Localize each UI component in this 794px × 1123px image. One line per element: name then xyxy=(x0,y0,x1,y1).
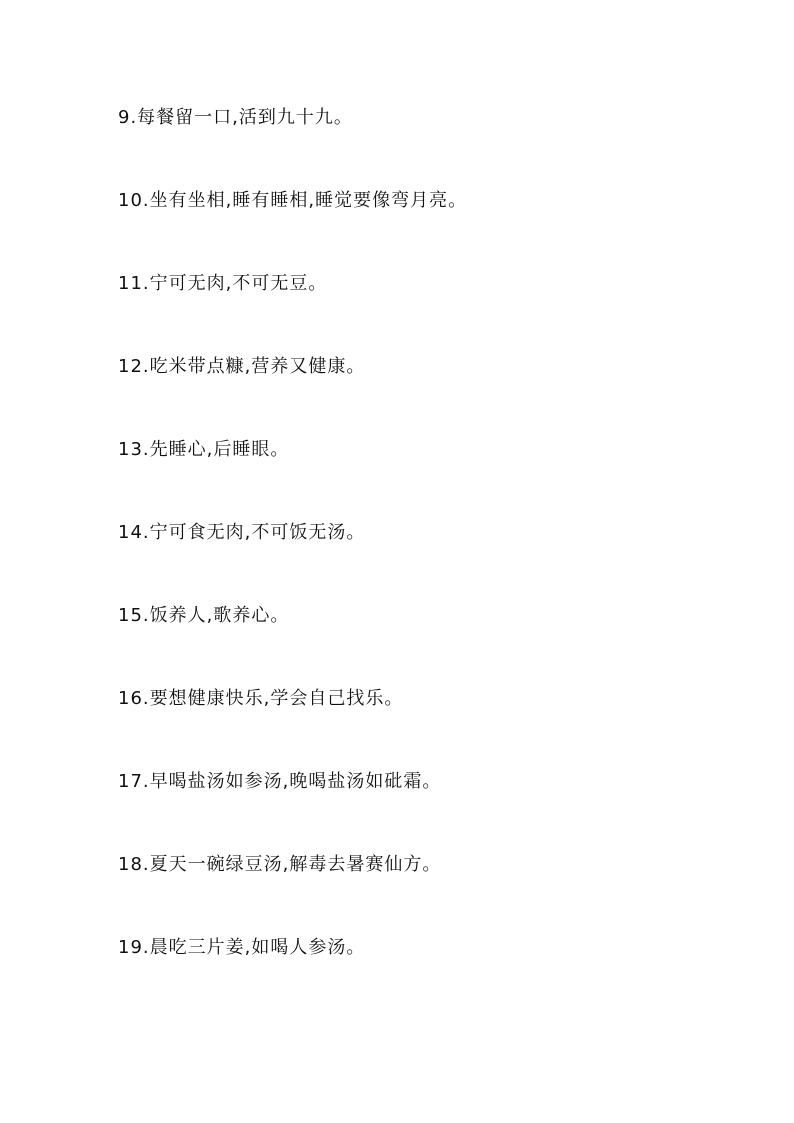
list-item: 14.宁可食无肉,不可饭无汤。 xyxy=(118,522,366,543)
list-item: 10.坐有坐相,睡有睡相,睡觉要像弯月亮。 xyxy=(118,190,468,211)
list-item: 17.早喝盐汤如参汤,晚喝盐汤如砒霜。 xyxy=(118,771,442,792)
list-item: 12.吃米带点糠,营养又健康。 xyxy=(118,356,366,377)
list-item: 15.饭养人,歌养心。 xyxy=(118,605,290,626)
list-item: 19.晨吃三片姜,如喝人参汤。 xyxy=(118,937,366,958)
list-item: 16.要想健康快乐,学会自己找乐。 xyxy=(118,688,404,709)
list-item: 13.先睡心,后睡眼。 xyxy=(118,439,290,460)
list-item: 11.宁可无肉,不可无豆。 xyxy=(118,273,328,294)
list-item: 18.夏天一碗绿豆汤,解毒去暑赛仙方。 xyxy=(118,854,442,875)
list-item: 9.每餐留一口,活到九十九。 xyxy=(118,107,353,128)
